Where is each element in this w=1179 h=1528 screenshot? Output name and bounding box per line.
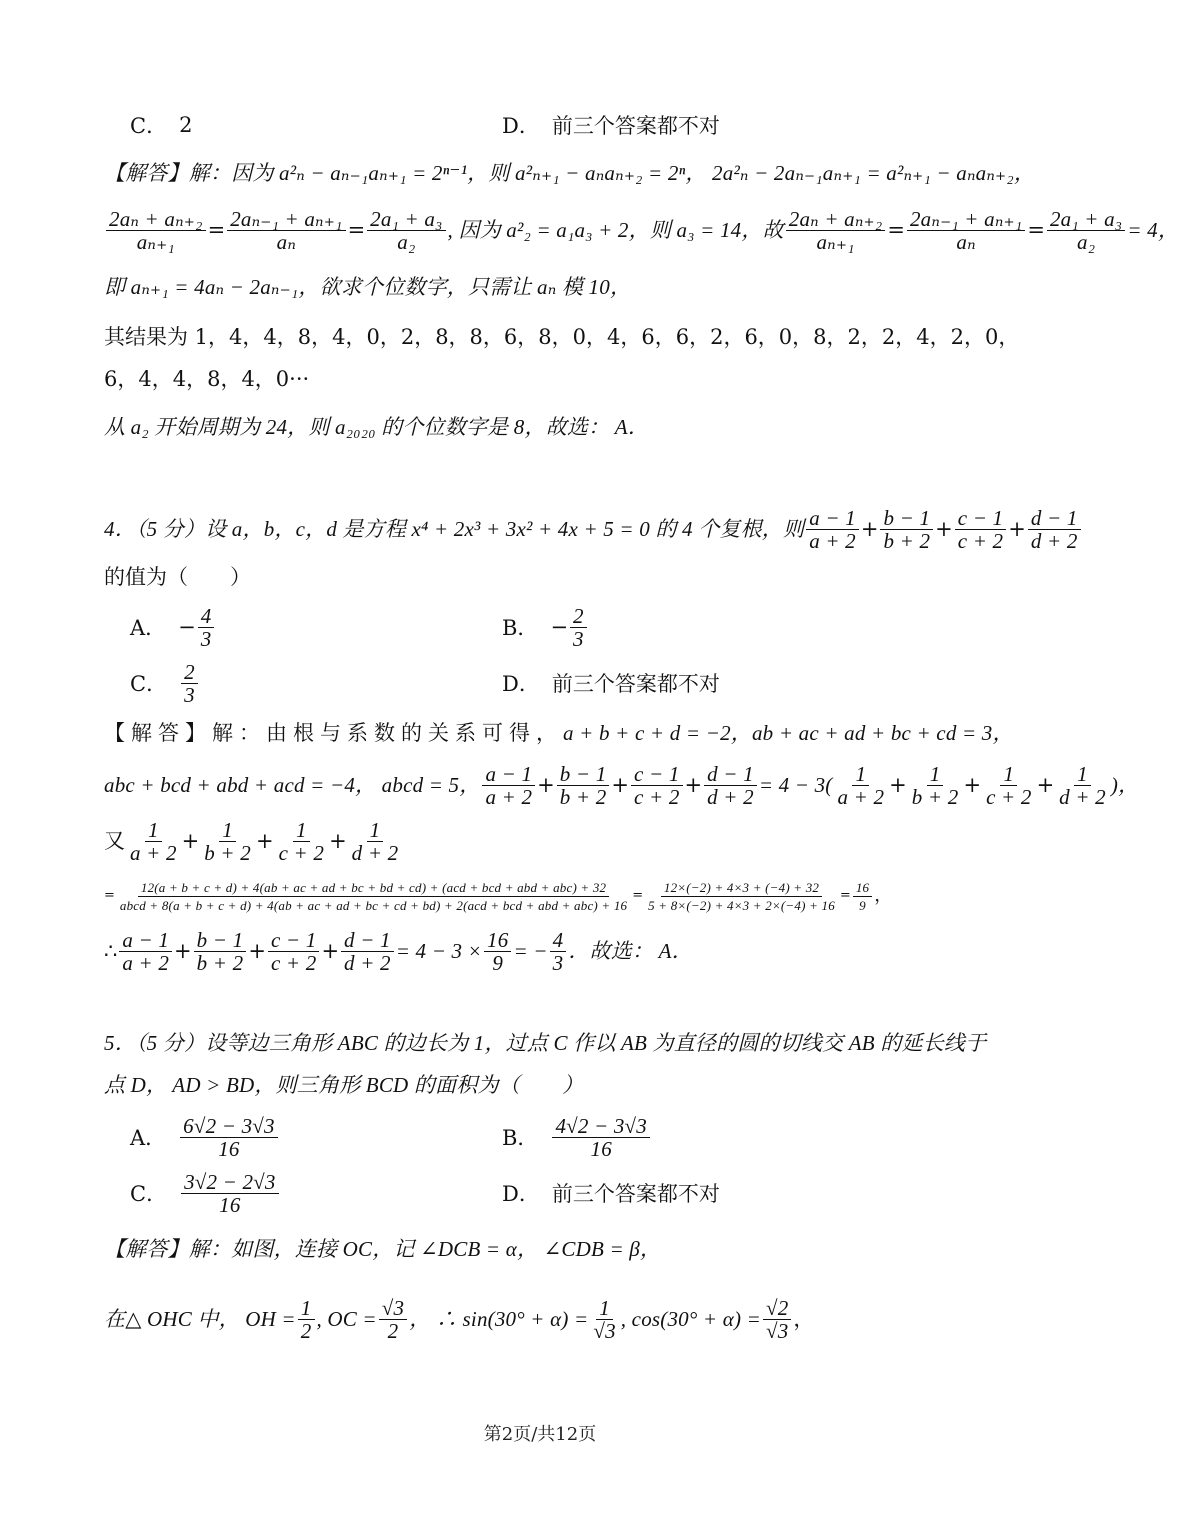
fraction: $\frac{√3}{2}$ bbox=[379, 1297, 407, 1342]
q4-solution-line-4: = 12(a + b + c + d) + 4(ab + ac + ad + bc + bd + cd) + (acd + bcd + abd + abc) + 32 abcd + 8(a + b + c + d) + 4(ab + ac + ad + bc + cd + bd) + 2(acd + bcd + abd + abc) + 16 = $\frac{12\times(-2) + 4\times 3 + (-4) + 32}{5 + 8\times(-2) + 4\times 3 + 2\times(-4) + 16}$ = $\frac{16}{9}$ ， bbox=[104, 879, 893, 913]
prev-solution-line-1: 【解答】解：因为 a²ₙ − aₙ₋₁aₙ₊₁ = 2ⁿ⁻¹，则 a²ₙ₊₁ − aₙaₙ₊₂ = 2ⁿ， 2a²ₙ − 2aₙ₋₁aₙ₊₁ = a²ₙ₊₁ − aₙaₙ₊₂， bbox=[104, 161, 1036, 185]
q4-title-cont: 的值为（ ） bbox=[104, 565, 251, 589]
q5-solution-line-2: 在△ OHC 中， OH = $\frac{1}{2}$ , OC = $\frac{√3}{2}$ ， ∴ sin(30° + α) = $\frac{1}{√3}$ , cos(30° + α) = $\frac{√2}{√3}$ ， bbox=[104, 1295, 815, 1343]
option-d-value: 前三个答案都不对 bbox=[551, 114, 720, 138]
fraction: $\frac{a - 1}{a + 2}$ bbox=[482, 763, 535, 808]
option-a: A． − $\frac{4}{3}$ bbox=[130, 600, 216, 654]
fraction: $\frac{\text{2a₁ + a₃}}{\text{a₂}}$ bbox=[367, 208, 445, 253]
fraction: $\frac{12\times(-2) + 4\times 3 + (-4) + 32}{5 + 8\times(-2) + 4\times 3 + 2\times(-4) + 16}$ bbox=[648, 879, 835, 913]
fraction: $\frac{d - 1}{d + 2}$ bbox=[704, 763, 757, 808]
q4-solution-line-5: ∴ $\frac{a - 1}{a + 2}$ + $\frac{b - 1}{b + 2}$ + $\frac{c - 1}{c + 2}$ + $\frac{d - 1}{d + 2}$ = 4 − 3 × $\frac{16}{9}$ = − $\frac{4}{3}$ ．故选： A． bbox=[104, 927, 693, 975]
q4-solution-line-1: 【解答】解：由根与系数的关系可得， a + b + c + d = −2， ab + ac + ad + bc + cd = 3， bbox=[104, 721, 1014, 745]
option-c: C． $\frac{2}{3}$ bbox=[130, 656, 200, 710]
q4-options-row-2 bbox=[130, 656, 980, 710]
option-b: B． $\frac{4√2 - 3√3}{16}$ bbox=[502, 1110, 652, 1164]
fraction: $\frac{d - 1}{d + 2}$ bbox=[341, 929, 394, 974]
q4-solution-line-2: abc + bcd + abd + acd = −4， abcd = 5， $\frac{a - 1}{a + 2}$ + $\frac{b - 1}{b + 2}$ + $\frac{c - 1}{c + 2}$ + $\frac{d - 1}{d + 2}$ = 4 − 3( $\frac{1}{a + 2}$ + $\frac{1}{b + 2}$ + $\frac{1}{c + 2}$ + $\frac{1}{d + 2}$ )， bbox=[104, 761, 1140, 809]
fraction: $\frac{b - 1}{b + 2}$ bbox=[557, 763, 610, 808]
fraction: $\frac{\text{2aₙ + aₙ₊₂}}{\text{aₙ₊₁}}$ bbox=[786, 208, 886, 253]
q5-solution-line-1: 【解答】解：如图，连接 OC，记 ∠DCB = α， ∠CDB = β， bbox=[104, 1237, 662, 1261]
q4-options-row-1 bbox=[130, 600, 980, 654]
fraction: $\frac{c - 1}{c + 2}$ bbox=[631, 763, 683, 808]
fraction: $\frac{\text{2aₙ₋₁ + aₙ₊₁}}{\text{aₙ}}$ bbox=[227, 208, 345, 253]
fraction: $\frac{16}{9}$ bbox=[484, 929, 511, 974]
fraction: $\frac{√2}{√3}$ bbox=[763, 1297, 791, 1342]
fraction: $\frac{4√2 - 3√3}{16}$ bbox=[552, 1115, 650, 1160]
fraction: $\frac{16}{9}$ bbox=[853, 879, 872, 914]
option-d-label: D． bbox=[502, 114, 540, 138]
option-d bbox=[502, 98, 720, 152]
fraction: 12(a + b + c + d) + 4(ab + ac + ad + bc + bd + cd) + (acd + bcd + abd + abc) + 32 abcd + 8(a + b + c + d) + 4(ab + ac + ad + bc + cd + bd) + 2(acd + bcd + abd + abc) + 16 bbox=[119, 879, 628, 913]
fraction: $\frac{1}{d + 2}$ bbox=[1059, 761, 1106, 809]
prev-solution-line-2: $\frac{\text{2aₙ + aₙ₊₂}}{\text{aₙ₊₁}}$ = $\frac{\text{2aₙ₋₁ + aₙ₊₁}}{\text{aₙ}}$ = $\frac{\text{2a₁ + a₃}}{\text{a₂}}$ , 因为 a²₂ = a₁a₃ + 2，则 a₃ = 14，故 $\frac{\text{2aₙ + aₙ₊₂}}{\text{aₙ₊₁}}$ = $\frac{\text{2aₙ₋₁ + aₙ₊₁}}{\text{aₙ}}$ = $\frac{\text{2a₁ + a₃}}{\text{a₂}}$ = 4， bbox=[104, 208, 980, 252]
fraction: $\frac{2}{3}$ bbox=[570, 605, 587, 650]
fraction: $\frac{4}{3}$ bbox=[550, 929, 567, 974]
fraction: $\frac{1}{b + 2}$ bbox=[911, 761, 959, 809]
q5-title-line-1: 5．（5 分）设等边三角形 ABC 的边长为 1，过点 C 作以 AB 为直径的圆的切线交 AB 的延长线于 bbox=[104, 1031, 987, 1055]
fraction: $\frac{\text{2a₁ + a₃}}{\text{a₂}}$ bbox=[1047, 208, 1125, 253]
fraction: $\frac{1}{a + 2}$ bbox=[130, 817, 177, 865]
fraction: $\frac{6√2 - 3√3}{16}$ bbox=[180, 1115, 278, 1160]
fraction: $\frac{b - 1}{b + 2}$ bbox=[194, 929, 247, 974]
fraction: $\frac{1}{c + 2}$ bbox=[278, 817, 325, 865]
option-c-label: C． bbox=[130, 114, 168, 138]
option-b: B． − $\frac{2}{3}$ bbox=[502, 600, 589, 654]
option-d: D． 前三个答案都不对 bbox=[502, 1182, 720, 1206]
fraction: $\frac{\text{2aₙ + aₙ₊₂}}{\text{aₙ₊₁}}$ bbox=[106, 208, 206, 253]
fraction: $\frac{3√2 - 2√3}{16}$ bbox=[181, 1171, 279, 1216]
q4-title: 4．（5 分）设 a，b，c，d 是方程 x⁴ + 2x³ + 3x² + 4x + 5 = 0 的 4 个复根，则 $\frac{a - 1}{a + 2}$ + $\frac{b - 1}{b + 2}$ + $\frac{c - 1}{c + 2}$ + $\frac{d - 1}{d + 2}$ bbox=[104, 506, 980, 552]
fraction: $\frac{1}{2}$ bbox=[298, 1297, 315, 1342]
fraction: $\frac{2}{3}$ bbox=[181, 661, 198, 706]
fraction: $\frac{1}{a + 2}$ bbox=[837, 761, 885, 809]
prev-solution-line-3: 即 aₙ₊₁ = 4aₙ − 2aₙ₋₁，欲求个位数字，只需让 aₙ 模 10， bbox=[104, 275, 632, 299]
q5-options-row-1 bbox=[130, 1110, 980, 1164]
fraction: $\frac{\text{2aₙ₋₁ + aₙ₊₁}}{\text{aₙ}}$ bbox=[907, 208, 1025, 253]
fraction: $\frac{1}{b + 2}$ bbox=[204, 817, 251, 865]
fraction: $\frac{1}{d + 2}$ bbox=[351, 817, 399, 865]
prev-solution-line-6: 从 a₂ 开始周期为 24，则 a₂₀₂₀ 的个位数字是 8，故选： A． bbox=[104, 415, 649, 439]
prev-options-row bbox=[130, 98, 980, 152]
fraction: $\frac{a - 1}{a + 2}$ bbox=[806, 507, 859, 552]
option-a: A． $\frac{6√2 - 3√3}{16}$ bbox=[130, 1110, 280, 1164]
fraction: $\frac{c - 1}{c + 2}$ bbox=[955, 507, 1007, 552]
fraction: $\frac{4}{3}$ bbox=[198, 605, 215, 650]
q4-solution-line-3: 又 $\frac{1}{a + 2}$ + $\frac{1}{b + 2}$ + $\frac{1}{c + 2}$ + $\frac{1}{d + 2}$ bbox=[104, 818, 980, 864]
option-c bbox=[130, 98, 192, 152]
option-c: C． $\frac{3√2 - 2√3}{16}$ bbox=[130, 1166, 281, 1220]
fraction: $\frac{b - 1}{b + 2}$ bbox=[880, 507, 933, 552]
prev-solution-line-4: 其结果为 1，4，4，8，4，0，2，8，8，6，8，0，4，6，6，2，6，0，8，2，2，4，2，0， bbox=[104, 325, 1020, 349]
q5-options-row-2 bbox=[130, 1166, 980, 1220]
fraction: $\frac{d - 1}{d + 2}$ bbox=[1028, 507, 1081, 552]
fraction: $\frac{c - 1}{c + 2}$ bbox=[268, 929, 320, 974]
prev-solution-line-5: 6，4，4，8，4，0··· bbox=[104, 367, 310, 391]
fraction: $\frac{1}{√3}$ bbox=[593, 1295, 616, 1343]
page-footer: 第2页/共12页 bbox=[483, 1424, 597, 1445]
q5-title-line-2: 点 D， AD > BD，则三角形 BCD 的面积为（ ） bbox=[104, 1073, 584, 1097]
fraction: $\frac{1}{c + 2}$ bbox=[986, 761, 1032, 809]
option-c-value: 2 bbox=[179, 113, 193, 137]
option-d: D． 前三个答案都不对 bbox=[502, 672, 720, 696]
fraction: $\frac{a - 1}{a + 2}$ bbox=[119, 929, 172, 974]
